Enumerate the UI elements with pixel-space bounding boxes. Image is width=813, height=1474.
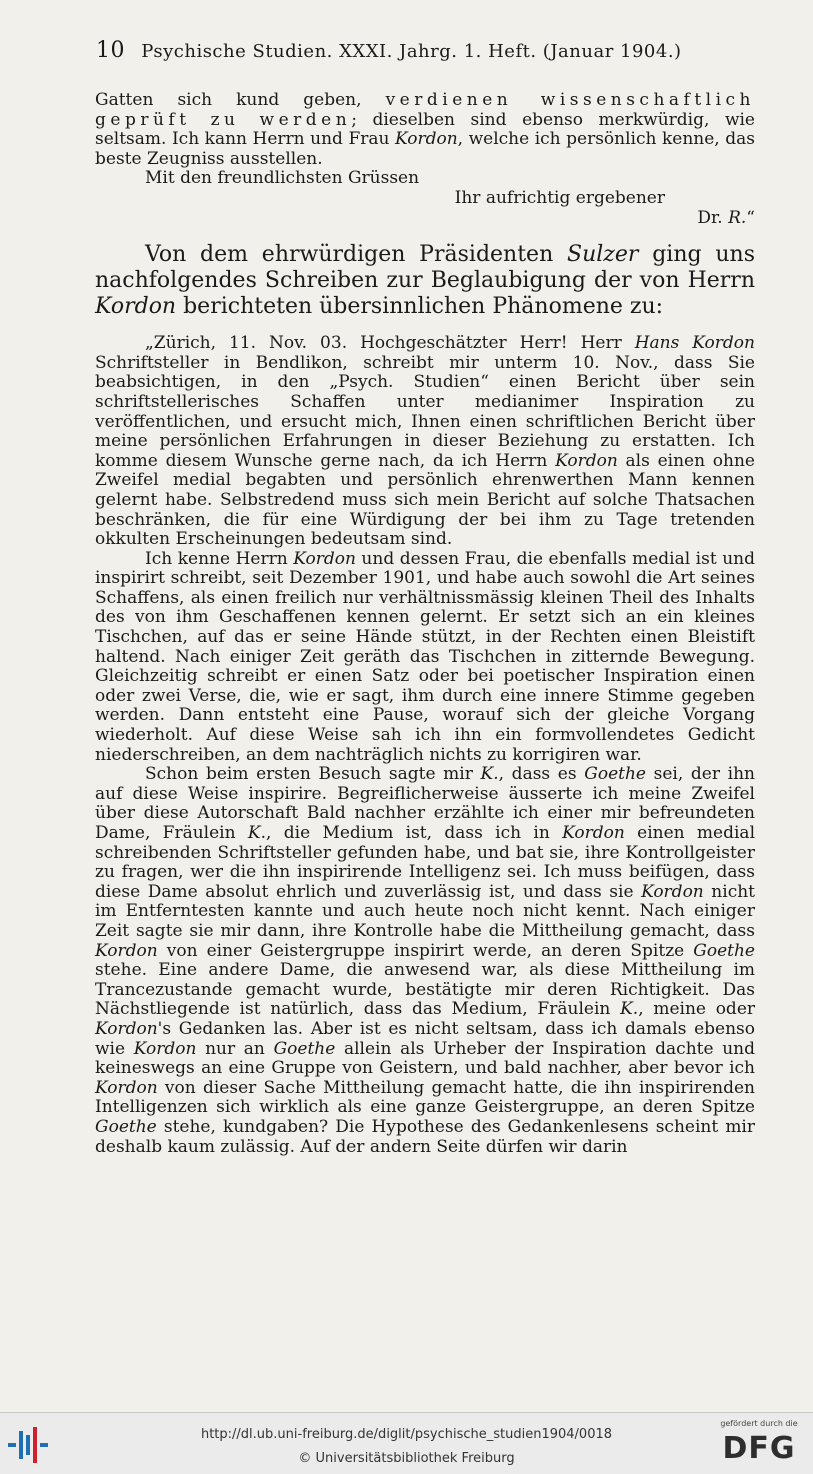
paragraph-3: Ich kenne Herrn Kordon und dessen Frau, die ebenfalls medial ist und inspirirt schreibt, seit Dezember 1901, und habe auch sowohl die Art seines Schaffens, als einen freilich nur verhältnissmässig kleinen Theil des Inhalts des von ihm Geschaffenen kennen gelernt. Er setzt sich an ein kleines Tischchen, auf das er seine Hände stützt, in der Rechten einen Bleistift haltend. Nach einiger Zeit geräth das Tischchen in zitternde Bewegung. Gleichzeitig schreibt er einen Satz oder bei poetischer Inspiration einen oder zwei Verse, die, wie er sagt, ihm durch eine innere Stimme gegeben werden. Dann entsteht eine Pause, worauf sich der gleiche Vorgang wiederholt. Auf diese Weise sah ich ihn ein formvollendetes Gedicht niederschreiben, an dem nachträglich nichts zu korrigiren war. [95, 548, 755, 765]
signature-line-2: Dr. R.“ [697, 207, 755, 228]
paragraph-4: Schon beim ersten Besuch sagte mir K., dass es Goethe sei, der ihn auf diese Weise inspirire. Begreiflicherweise äusserte ich meine Zweifel über diese Autorschaft Bald nachher erzählte ich einer mir befreundeten Dame, Fräulein K., die Medium ist, dass ich in Kordon einen medial schreibenden Schriftsteller gefunden habe, und bat sie, ihre Kontrollgeister zu fragen, wer die ihn inspirirende Intelligenz sei. Ich muss beifügen, dass diese Dame absolut ehrlich und zuverlässig ist, und dass sie Kordon nicht im Entferntesten kannte und auch heute noch nicht kennt. Nach einiger Zeit sagte sie mir dann, ihre Kontrolle habe die Mittheilung gemacht, dass Kordon von einer Geistergruppe inspirirt werde, an deren Spitze Goethe stehe. Eine andere Dame, die anwesend war, als diese Mittheilung im Trancezustande gemacht wurde, bestätigte mir deren Richtigkeit. Das Nächstliegende ist natürlich, dass das Medium, Fräulein K., meine oder Kordon's Gedanken las. Aber ist es nicht seltsam, dass ich damals ebenso wie Kordon nur an Goethe allein als Urheber der Inspiration dachte und keineswegs an eine Gruppe von Geistern, und bald nachher, aber bevor ich Kordon von dieser Sache Mittheilung gemacht hatte, die ihn inspirirenden Intelligenzen sich wirklich als eine ganze Geistergruppe, an deren Spitze Goethe stehe, kundgaben? Die Hypothese des Gedankenlesens scheint mir deshalb kaum zulässig. Auf der andern Seite dürfen wir darin [95, 764, 756, 1157]
paragraph-2: „Zürich, 11. Nov. 03. Hochgeschätzter Herr! Herr Hans Kordon Schriftsteller in Bendlikon, schreibt mir unterm 10. Nov., dass Sie beabsichtigen, in den „Psych. Studien“ einen Bericht über sein schriftstellerisches Schaffen unter medianimer Inspiration zu veröffentlichen, und ersucht mich, Ihnen einen schriftlichen Bericht über meine persönlichen Erfahrungen in dieser Beziehung zu erstatten. Ich komme diesem Wunsche gerne nach, da ich Herrn Kordon als einen ohne Zweifel medial begabten und persönlich ehrenwerthen Mann kennen gelernt habe. Selbstredend muss sich mein Bericht auf solche Thatsachen beschränken, die für eine Würdigung der bei ihm zu Tage tretenden okkulten Erscheinungen bedeutsam sind. [95, 333, 755, 550]
dfg-wordmark: DFG [722, 1431, 796, 1466]
copyright-notice: © Universitätsbibliothek Freiburg [298, 1451, 515, 1466]
paragraph-1: Gatten sich kund geben, verdienen wissenschaftlich geprüft zu werden; dieselben sind ebenso merkwürdig, wie seltsam. Ich kann Herrn und Frau Kordon, welche ich persönlich kenne, das beste Zeugniss ausstellen. [95, 90, 756, 169]
page-number: 10 [96, 38, 125, 63]
running-title: Psychische Studien. XXXI. Jahrg. 1. Heft. (Januar 1904.) [141, 41, 682, 62]
dfg-logo [715, 1419, 803, 1471]
running-header [96, 38, 756, 63]
viewer-footer [0, 1412, 813, 1474]
spaced-emphasis: verdienen wissenschaftlich geprüft zu werden [95, 90, 756, 130]
dfg-caption: gefördert durch die [720, 1419, 798, 1428]
permalink-url[interactable]: http://dl.ub.uni-freiburg.de/diglit/psychische_studien1904/0018 [200, 1427, 613, 1442]
body-text [95, 91, 755, 1157]
closing-line: Mit den freundlichsten Grüssen [145, 168, 420, 189]
section-heading: Von dem ehrwürdigen Präsidenten Sulzer ging uns nachfolgendes Schreiben zur Beglaubigung der von Herrn Kordon berichteten übersinnlichen Phänomene zu: [95, 242, 755, 320]
signature-line-1: Ihr aufrichtig ergebener [454, 187, 665, 208]
